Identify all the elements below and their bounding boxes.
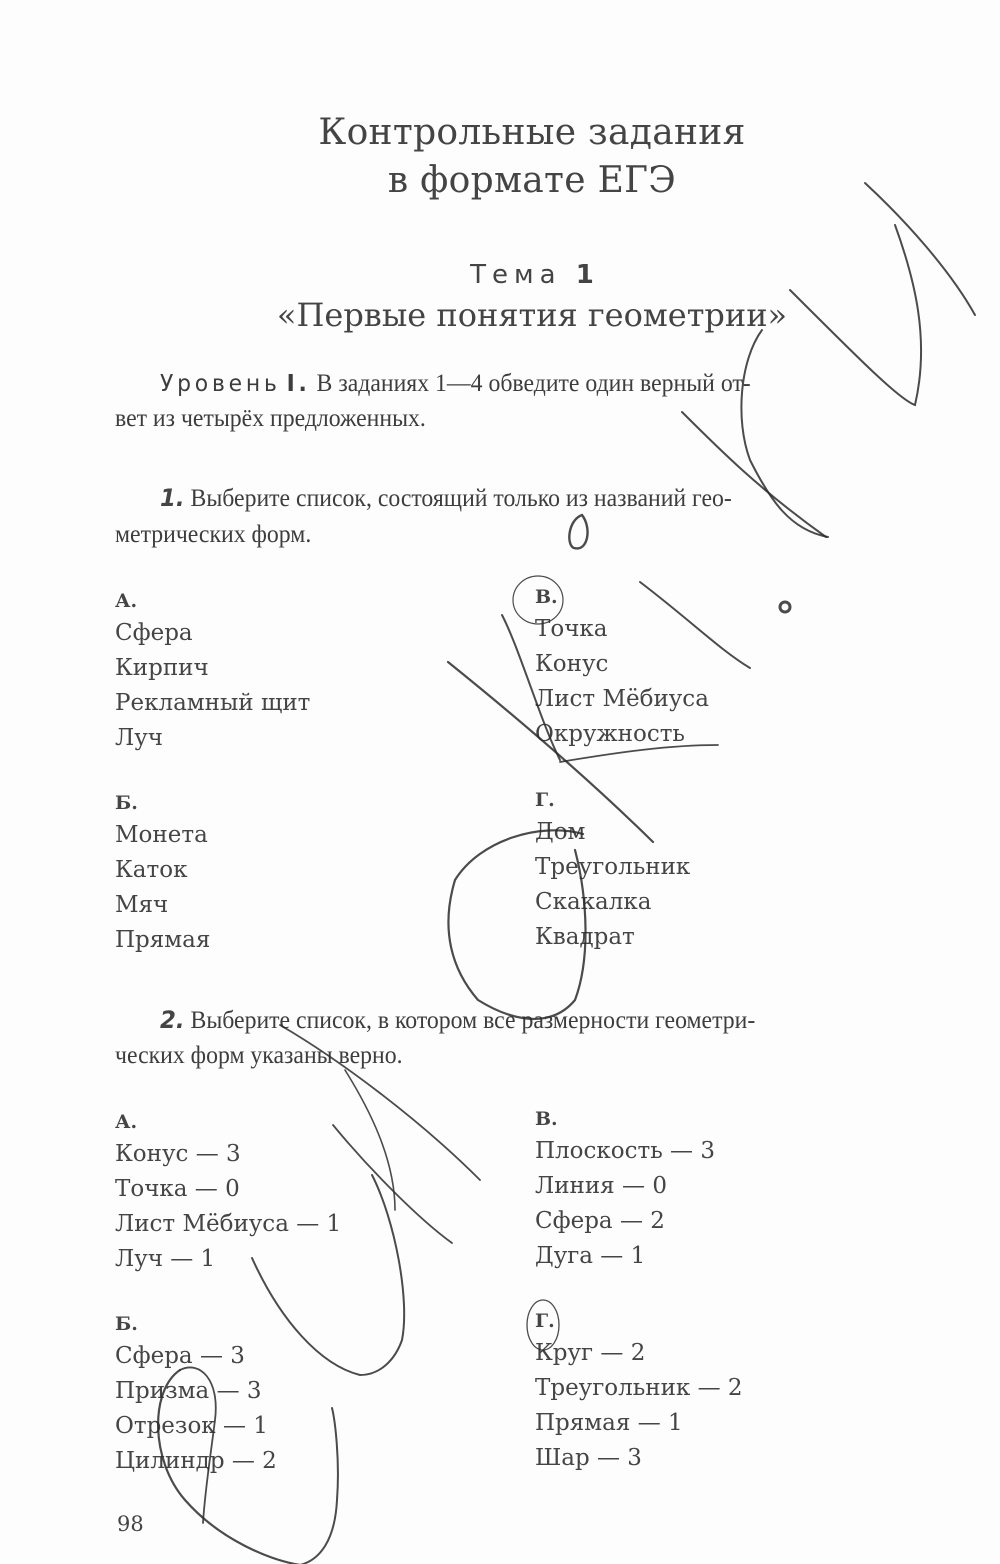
option-item: Цилиндр — 2 <box>115 1448 277 1474</box>
question-2-number: 2. <box>160 1006 185 1034</box>
option-item: Сфера <box>115 620 193 646</box>
theme-number: 1 <box>575 260 594 290</box>
option-item: Точка — 0 <box>115 1176 240 1202</box>
theme-title: «Первые понятия геометрии» <box>276 296 788 334</box>
option-item: Рекламный щит <box>115 690 311 716</box>
question-1-prompt <box>160 484 732 513</box>
option-item: Плоскость — 3 <box>535 1138 716 1164</box>
question-2-text-line-1: Выберите список, в котором все размерности геометри- <box>190 1007 756 1034</box>
question-2-option-b[interactable] <box>115 1309 277 1479</box>
question-2-prompt <box>160 1006 755 1035</box>
option-item: Прямая <box>115 927 211 953</box>
level-label: Уровень <box>160 371 281 397</box>
option-item: Окружность <box>535 721 685 747</box>
option-item: Лист Мёбиуса <box>535 686 709 712</box>
option-item: Сфера — 3 <box>115 1343 245 1369</box>
option-item: Дом <box>535 819 586 845</box>
option-item: Призма — 3 <box>115 1378 262 1404</box>
option-item: Отрезок — 1 <box>115 1413 268 1439</box>
question-2-text-line-2: ческих форм указаны верно. <box>115 1042 403 1069</box>
question-1-text-line-1: Выберите список, состоящий только из названий гео- <box>190 485 732 512</box>
option-letter: В. <box>535 586 558 608</box>
option-item: Луч — 1 <box>115 1246 216 1272</box>
question-1-number: 1. <box>160 484 185 512</box>
question-1-option-a[interactable] <box>115 586 310 756</box>
option-item: Скакалка <box>535 889 652 915</box>
option-item: Треугольник <box>535 854 691 880</box>
option-item: Треугольник — 2 <box>535 1375 743 1401</box>
option-item: Конус <box>535 651 609 677</box>
level-instruction <box>160 370 751 398</box>
option-item: Сфера — 2 <box>535 1208 665 1234</box>
option-letter: Г. <box>535 789 555 811</box>
theme-heading <box>0 260 1000 290</box>
question-1-option-v[interactable] <box>535 582 709 752</box>
option-item: Линия — 0 <box>535 1173 667 1199</box>
option-item: Квадрат <box>535 924 635 950</box>
page-title-line-1: Контрольные задания <box>318 112 746 153</box>
page-title-line-2: в формате ЕГЭ <box>387 160 677 201</box>
option-item: Кирпич <box>115 655 209 681</box>
option-item: Прямая — 1 <box>535 1410 683 1436</box>
option-item: Круг — 2 <box>535 1340 646 1366</box>
option-item: Конус — 3 <box>115 1141 241 1167</box>
level-number: I. <box>286 371 311 397</box>
question-1-option-b[interactable] <box>115 788 210 958</box>
option-item: Каток <box>115 857 188 883</box>
option-item: Шар — 3 <box>535 1445 642 1471</box>
option-item: Точка <box>535 616 608 642</box>
question-1-text-line-2: метрических форм. <box>115 521 312 548</box>
option-item: Монета <box>115 822 208 848</box>
option-letter: Г. <box>535 1310 555 1332</box>
question-2-option-a[interactable] <box>115 1107 341 1277</box>
question-1-option-g[interactable] <box>535 785 690 955</box>
option-item: Мяч <box>115 892 169 918</box>
theme-label: Тема <box>470 260 562 290</box>
option-letter: А. <box>115 590 138 612</box>
level-instruction-line-2: вет из четырёх предложенных. <box>115 405 426 432</box>
question-2-option-v[interactable] <box>535 1104 715 1274</box>
option-letter: Б. <box>115 792 138 814</box>
option-letter: В. <box>535 1108 558 1130</box>
option-letter: Б. <box>115 1313 138 1335</box>
question-2-option-g[interactable] <box>535 1306 743 1476</box>
option-item: Дуга — 1 <box>535 1243 646 1269</box>
level-instruction-line-1: В заданиях 1—4 обведите один верный от- <box>316 370 751 397</box>
page-number: 98 <box>117 1512 144 1536</box>
option-item: Луч <box>115 725 163 751</box>
option-letter: А. <box>115 1111 138 1133</box>
option-item: Лист Мёбиуса — 1 <box>115 1211 342 1237</box>
